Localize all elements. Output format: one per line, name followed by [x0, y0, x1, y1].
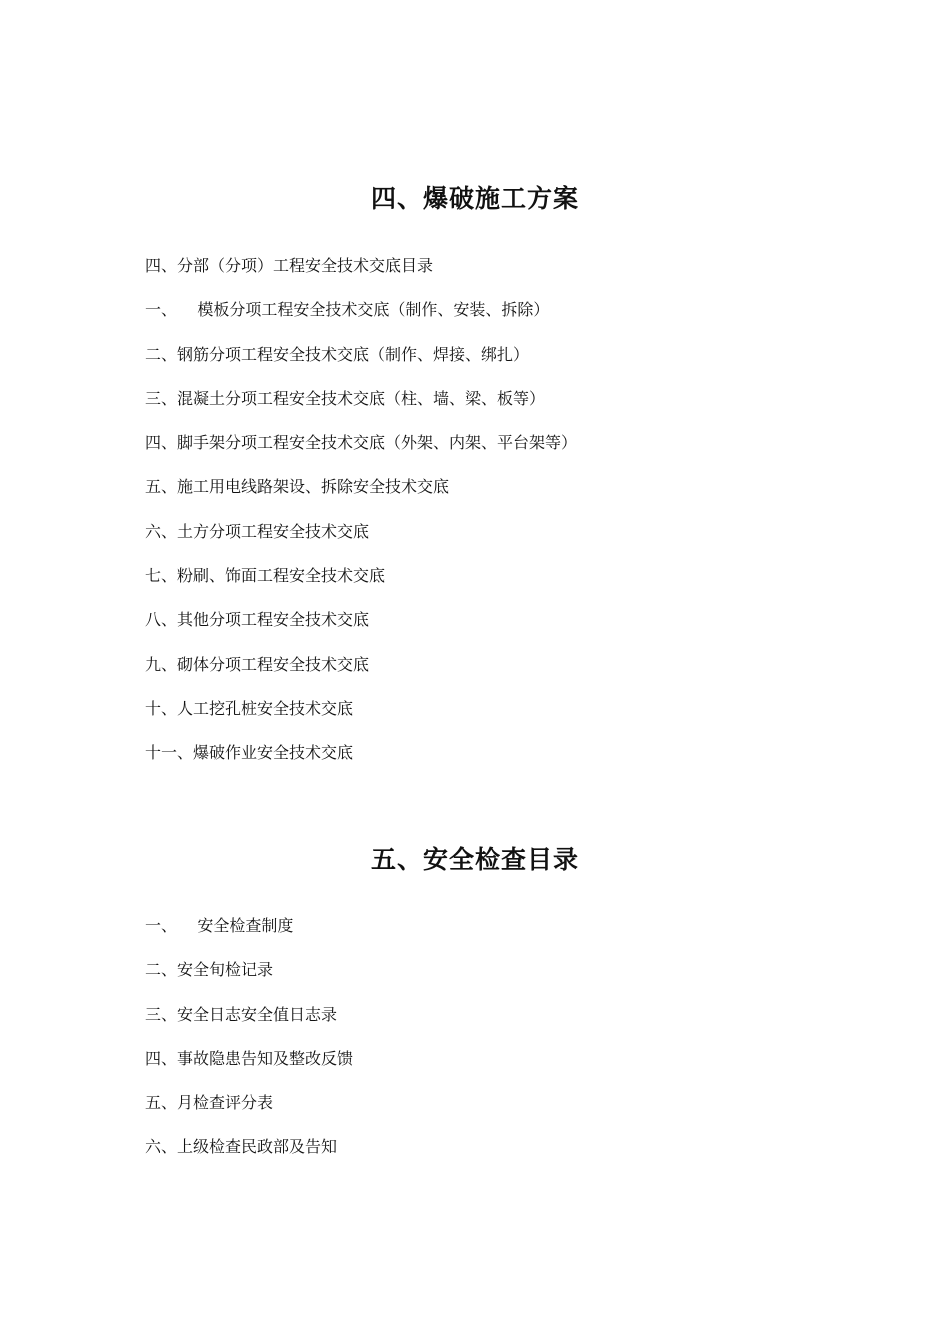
- list-item: 十一、爆破作业安全技术交底: [145, 743, 354, 763]
- list-item: 六、上级检查民政部及告知: [145, 1137, 338, 1157]
- list-item: 七、粉刷、饰面工程安全技术交底: [145, 566, 386, 586]
- list-item: 十、人工挖孔桩安全技术交底: [145, 698, 354, 718]
- list-item: 二、钢筋分项工程安全技术交底（制作、焊接、绑扎）: [145, 344, 530, 364]
- list-item: 三、安全日志安全值日志录: [145, 1004, 338, 1024]
- list-item: 五、施工用电线路架设、拆除安全技术交底: [145, 477, 450, 497]
- list-item: 一、 模板分项工程安全技术交底（制作、安装、拆除）: [145, 300, 550, 320]
- section-title-safety-inspection: 五、安全检查目录: [370, 845, 579, 874]
- list-item: 二、安全旬检记录: [145, 960, 274, 980]
- list-item: 四、脚手架分项工程安全技术交底（外架、内架、平台架等）: [145, 433, 578, 453]
- list-item: 一、 安全检查制度: [145, 916, 294, 935]
- list-item: 六、土方分项工程安全技术交底: [145, 521, 370, 541]
- list-item: 四、事故隐患告知及整改反馈: [145, 1048, 354, 1068]
- safety-inspection-list: [145, 916, 353, 1182]
- list-item: 三、混凝土分项工程安全技术交底（柱、墙、梁、板等）: [145, 388, 546, 408]
- list-item: 四、分部（分项）工程安全技术交底目录: [145, 256, 434, 275]
- safety-briefing-list: [145, 256, 577, 788]
- section-title-blasting-plan: 四、爆破施工方案: [370, 184, 579, 213]
- list-item: 八、其他分项工程安全技术交底: [145, 610, 370, 630]
- list-item: 九、砌体分项工程安全技术交底: [145, 654, 370, 674]
- list-item: 五、月检查评分表: [145, 1093, 274, 1113]
